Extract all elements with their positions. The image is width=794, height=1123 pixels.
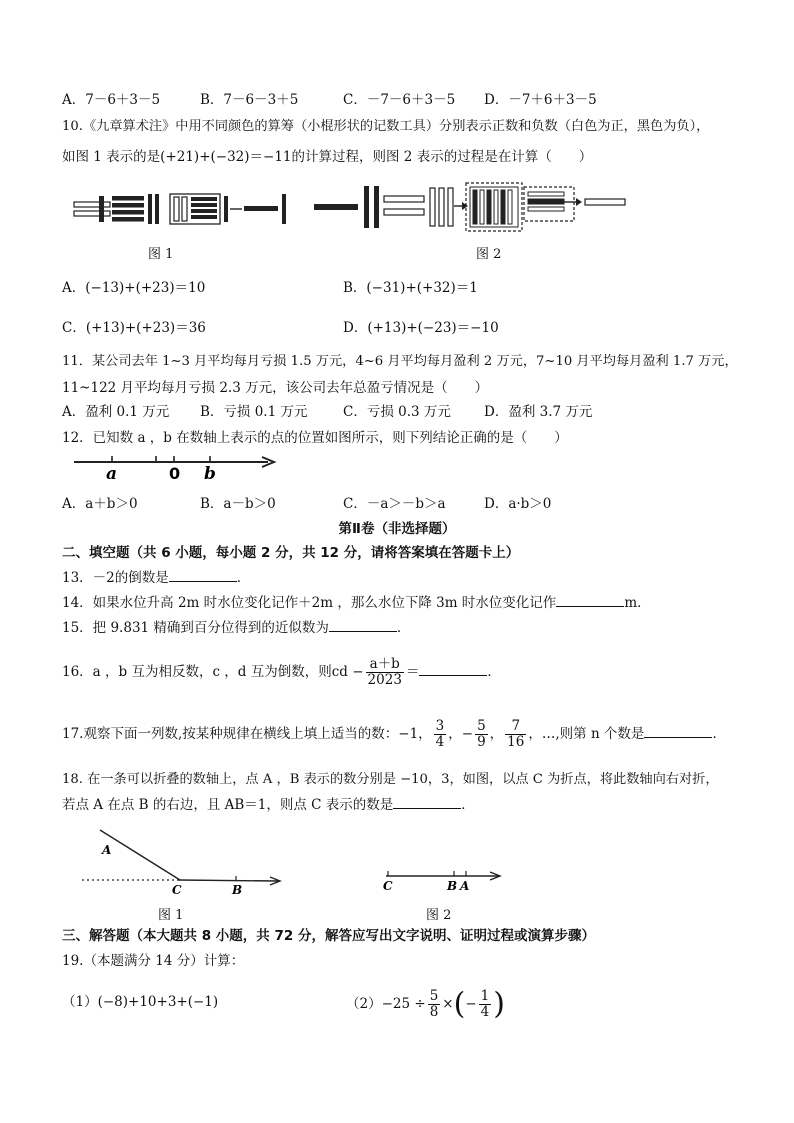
rod-offset-mixed [473,190,512,224]
q17-text: 17.观察下面一列数,按某种规律在横线上填上适当的数：−1， [62,726,432,742]
q16-eq: ＝ [405,664,420,680]
rod-black-remaining [224,196,228,222]
q14 [62,592,651,613]
q17-frac3-den: 16 [507,734,525,750]
q12-number-line [72,452,282,482]
rod-group-black-vertical [148,194,159,224]
q17-frac-3 [505,719,526,750]
q16-frac-den: 2023 [367,672,402,688]
q9-option-b: B．7－6－3＋5 [200,92,299,108]
q18-fig1-caption: 图 1 [158,908,184,923]
rod-group-black-vertical [364,186,379,228]
rod-black-horizontal-long [314,204,358,210]
rod-offset-black [191,197,217,219]
section3-title: 三、解答题（本大题共 8 小题，共 72 分，解答应写出文字说明、证明过程或演算步骤） [62,928,595,944]
q18-line2-wrap [62,794,475,815]
q15 [62,617,410,638]
q13 [62,567,250,588]
q19-part1: （1）(−8)+10+3+(−1) [62,994,219,1010]
q17-frac3-num: 7 [505,719,526,735]
q17-answer-blank[interactable] [644,723,712,738]
fig2-label-b: B [447,879,458,893]
q17-frac2-sign: − [461,726,474,742]
q12-option-c: C．－a＞－b＞a [343,496,446,512]
q19-p2-paren-num: 1 [480,988,490,1004]
q19-p2-mult: × [442,996,454,1012]
q19-p2-prefix: （2）−25 ÷ [346,996,426,1012]
fig1-label-c: C [172,883,182,897]
q10-line1: 10.《九章算术注》中用不同颜色的算筹（小棍形状的记数工具）分别表示正数和负数（白色为正，黑色为负）， [62,119,710,134]
q10-option-a: A．(−13)+(+23)＝10 [62,280,206,296]
q11-option-a: A．盈利 0.1 万元 [62,404,170,420]
axis-label-zero: 0 [169,464,181,483]
q10-figure2 [312,182,632,234]
q17-frac1-num: 3 [435,718,445,734]
q14-text: 14．如果水位升高 2m 时水位变化记作＋2m ，那么水位下降 3m 时水位变化记作 [62,595,557,611]
q17-end: ． [712,726,726,742]
q19-p2-paren-den: 4 [480,1004,490,1020]
q10-fig1-caption: 图 1 [148,247,174,262]
q16-frac-num: a＋b [366,657,404,673]
q17: 17.观察下面一列数,按某种规律在横线上填上适当的数：−1， $\frac{3}{4}$ ，− $\frac{5}{9}$ ， $\frac{7}{16}$ ，…,则第 n 个数是 ． [62,718,726,750]
q16-end: ． [487,664,501,680]
q10-figure1 [72,190,292,230]
q19-text: 19.（本题满分 14 分）计算： [62,953,245,969]
fig2-label-a: A [460,879,470,893]
q19-p2-frac-num: 5 [429,988,439,1004]
q11-line2: 11~122 月平均每月亏损 2.3 万元，该公司去年总盈亏情况是（ ） [62,380,489,396]
q18-end: ． [461,797,475,813]
part2-title: 第Ⅱ卷（非选择题） [338,521,456,537]
q11-option-d: D．盈利 3.7 万元 [484,404,593,420]
q11-option-b: B．亏损 0.1 万元 [200,404,308,420]
q17-frac-1 [434,719,447,750]
arrow-head-1 [462,202,468,210]
rod-offset-white [174,197,187,221]
q12-option-b: B．a－b＞0 [200,496,276,512]
result-rod-vertical [282,194,286,224]
q11-line1: 11．某公司去年 1~3 月平均每月亏损 1.5 万元，4~6 月平均每月盈利 2 万元，7~10 月平均每月盈利 1.7 万元， [62,354,738,369]
q13-end: ． [236,570,251,586]
q9-option-d: D．－7＋6＋3－5 [484,92,597,108]
q18-fig2-caption: 图 2 [426,908,452,923]
q19-p2-rparen: ) [493,986,505,1022]
result-rod-white [585,199,625,205]
rod-black-vertical [99,196,104,222]
q18-line1: 18. 在一条可以折叠的数轴上，点 A ，B 表示的数分别是 −10，3，如图，以点 C 为折点，将此数轴向右对折， [62,772,719,787]
axis-label-a: a [106,464,118,484]
q19-p2-fraction [428,989,441,1020]
q12-option-a: A．a＋b＞0 [62,496,138,512]
q18-answer-blank[interactable] [393,794,461,809]
q13-answer-blank[interactable] [169,567,237,582]
q13-text: 13．－2的倒数是 [62,570,169,586]
q19-part2: （2）−25 ÷ $\frac{5}{8}$ ×(− $\frac{1}{4}$ ) [346,986,505,1022]
q15-text: 15．把 9.831 精确到百分位得到的近似数为 [62,620,329,636]
q9-option-a: A．7－6＋3－5 [62,92,161,108]
axis-label-b: b [204,464,216,484]
q17-frac1-den: 4 [435,734,445,750]
q10-line2: 如图 1 表示的是(+21)+(−32)＝−11的计算过程，则图 2 表示的过程是在计算（ ） [62,149,593,165]
section2-title: 二、填空题（共 6 小题，每小题 2 分，共 12 分，请将答案填在答题卡上） [62,545,520,561]
q12-option-d: D．a·b＞0 [484,496,552,512]
q12-line1: 12．已知数 a ，b 在数轴上表示的点的位置如图所示，则下列结论正确的是（ ） [62,430,568,446]
q10-fig2-caption: 图 2 [476,247,502,262]
fig1-label-b: B [232,883,243,897]
q10-option-c: C．(+13)+(+23)＝36 [62,320,206,336]
result-rod-horizontal [244,206,278,211]
arrow-head-2 [576,198,582,206]
fig1-label-a: A [102,843,112,857]
q16-answer-blank[interactable] [419,661,487,676]
q17-frac-2 [475,719,488,750]
q17-frac2-num: 5 [477,718,486,734]
q10-option-d: D．(+13)+(−23)＝−10 [343,320,499,336]
q16-text: 16．a ，b 互为相反数，c ，d 互为倒数，则cd − [62,664,364,680]
rod-offset-2 [528,192,564,211]
q16-fraction [366,657,404,688]
q17-frac2-den: 9 [477,734,486,750]
q15-end: ． [396,620,411,636]
rod-group-white-horizontal [384,196,424,215]
q18-figure1 [80,826,290,896]
q18-figure2 [380,862,510,896]
q16 [62,652,501,692]
q19-p2-lparen: ( [453,986,466,1022]
q15-answer-blank[interactable] [329,617,397,632]
rod-group-white-left [74,202,110,216]
q14-end: m． [624,595,651,611]
fig2-label-c: C [383,879,393,893]
q14-answer-blank[interactable] [556,592,624,607]
q10-option-b: B．(−31)+(+32)＝1 [343,280,478,296]
q17-tail: ，…,则第 n 个数是 [528,726,645,742]
q19-p2-frac-den: 8 [429,1004,439,1020]
q9-option-c: C．－7－6＋3－5 [343,92,456,108]
rod-group-black-horizontal [112,196,144,222]
rod-group-white-vertical [430,188,453,226]
q11-option-c: C．亏损 0.3 万元 [343,404,451,420]
q19-p2-paren-fraction [479,989,492,1020]
q18-line2: 若点 A 在点 B 的右边，且 AB＝1，则点 C 表示的数是 [62,797,394,813]
